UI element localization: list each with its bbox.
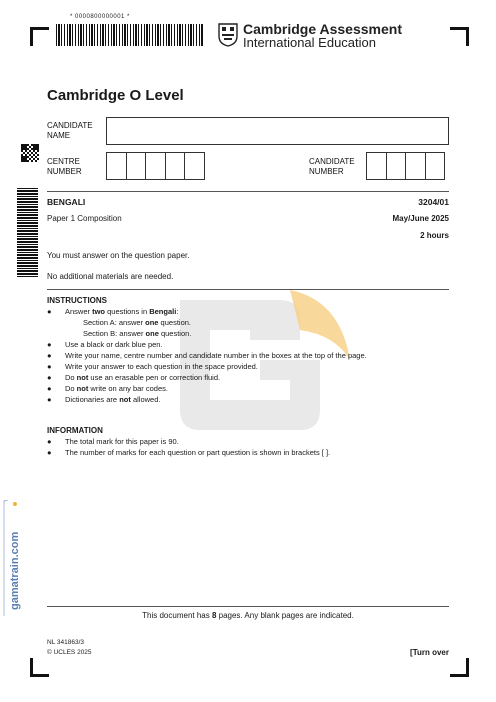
candidate-number-label: CANDIDATE NUMBER: [309, 157, 355, 176]
instruction-subitem: Section B: answer one question.: [83, 329, 192, 338]
page-count-note: This document has 8 pages. Any blank pages are indicated.: [142, 611, 354, 620]
candidate-number-box[interactable]: [386, 152, 407, 180]
divider: [47, 289, 449, 290]
bullet-icon: ●: [47, 362, 52, 371]
candidate-name-field[interactable]: [106, 117, 449, 145]
bullet-icon: ●: [47, 340, 52, 349]
logo-subtitle: International Education: [243, 35, 376, 50]
bullet-icon: ●: [47, 384, 52, 393]
centre-number-box[interactable]: [184, 152, 205, 180]
instruction-subitem: Section A: answer one question.: [83, 318, 191, 327]
centre-number-box[interactable]: [145, 152, 166, 180]
information-heading: INFORMATION: [47, 426, 103, 435]
page-title: Cambridge O Level: [47, 87, 184, 104]
bullet-icon: ●: [47, 373, 52, 382]
corner-mark-bottom-right: [450, 658, 469, 677]
side-barcode: [17, 188, 38, 278]
answer-note: You must answer on the question paper.: [47, 251, 190, 260]
bullet-icon: ●: [47, 307, 52, 316]
corner-mark-bottom-left: [30, 658, 49, 677]
logo-title: Cambridge Assessment: [243, 21, 402, 37]
cambridge-crest-icon: [218, 23, 238, 47]
candidate-number-box[interactable]: [425, 152, 446, 180]
divider: [47, 191, 449, 192]
subject: BENGALI: [47, 197, 86, 207]
centre-number-boxes[interactable]: [106, 152, 204, 180]
bullet-icon: ●: [47, 448, 52, 457]
centre-number-box[interactable]: [126, 152, 147, 180]
candidate-number-boxes[interactable]: [366, 152, 444, 180]
information-item: The total mark for this paper is 90.: [65, 437, 179, 446]
centre-number-box[interactable]: [165, 152, 186, 180]
gamatrain-watermark: [2, 500, 26, 620]
instruction-item: Use a black or dark blue pen.: [65, 340, 163, 349]
barcode-number: * 0000800000001 *: [70, 14, 130, 20]
centre-number-box[interactable]: [106, 152, 127, 180]
bullet-icon: ●: [47, 395, 52, 404]
instruction-item: Dictionaries are not allowed.: [65, 395, 161, 404]
top-barcode: [56, 24, 204, 46]
candidate-name-label: CANDIDATE NAME: [47, 121, 93, 140]
watermark-logo: [150, 280, 350, 440]
copyright: © UCLES 2025: [47, 649, 92, 656]
corner-mark-top-left: [30, 27, 49, 46]
exam-duration: 2 hours: [420, 231, 449, 240]
bullet-icon: ●: [47, 351, 52, 360]
exam-session: May/June 2025: [392, 214, 449, 223]
paper-code: 3204/01: [418, 197, 449, 207]
paper-title: Paper 1 Composition: [47, 214, 122, 223]
turn-over: [Turn over: [410, 648, 449, 657]
instruction-item: Write your answer to each question in the space provided.: [65, 362, 258, 371]
document-reference: NL 341863/3: [47, 639, 84, 646]
corner-mark-top-right: [450, 27, 469, 46]
instruction-item: Do not write on any bar codes.: [65, 384, 168, 393]
information-item: The number of marks for each question or part question is shown in brackets [ ].: [65, 448, 331, 457]
centre-number-label: CENTRE NUMBER: [47, 157, 82, 176]
instructions-heading: INSTRUCTIONS: [47, 296, 107, 305]
instruction-item: Write your name, centre number and candidate number in the boxes at the top of the page.: [65, 351, 367, 360]
qr-code: [21, 144, 39, 162]
instruction-item: Answer two questions in Bengali:: [65, 307, 179, 316]
materials-note: No additional materials are needed.: [47, 272, 174, 281]
bullet-icon: ●: [47, 437, 52, 446]
instruction-item: Do not use an erasable pen or correction fluid.: [65, 373, 221, 382]
gamatrain-text: gamatrain.com: [9, 531, 21, 610]
divider: [47, 606, 449, 607]
candidate-number-box[interactable]: [366, 152, 387, 180]
candidate-number-box[interactable]: [405, 152, 426, 180]
